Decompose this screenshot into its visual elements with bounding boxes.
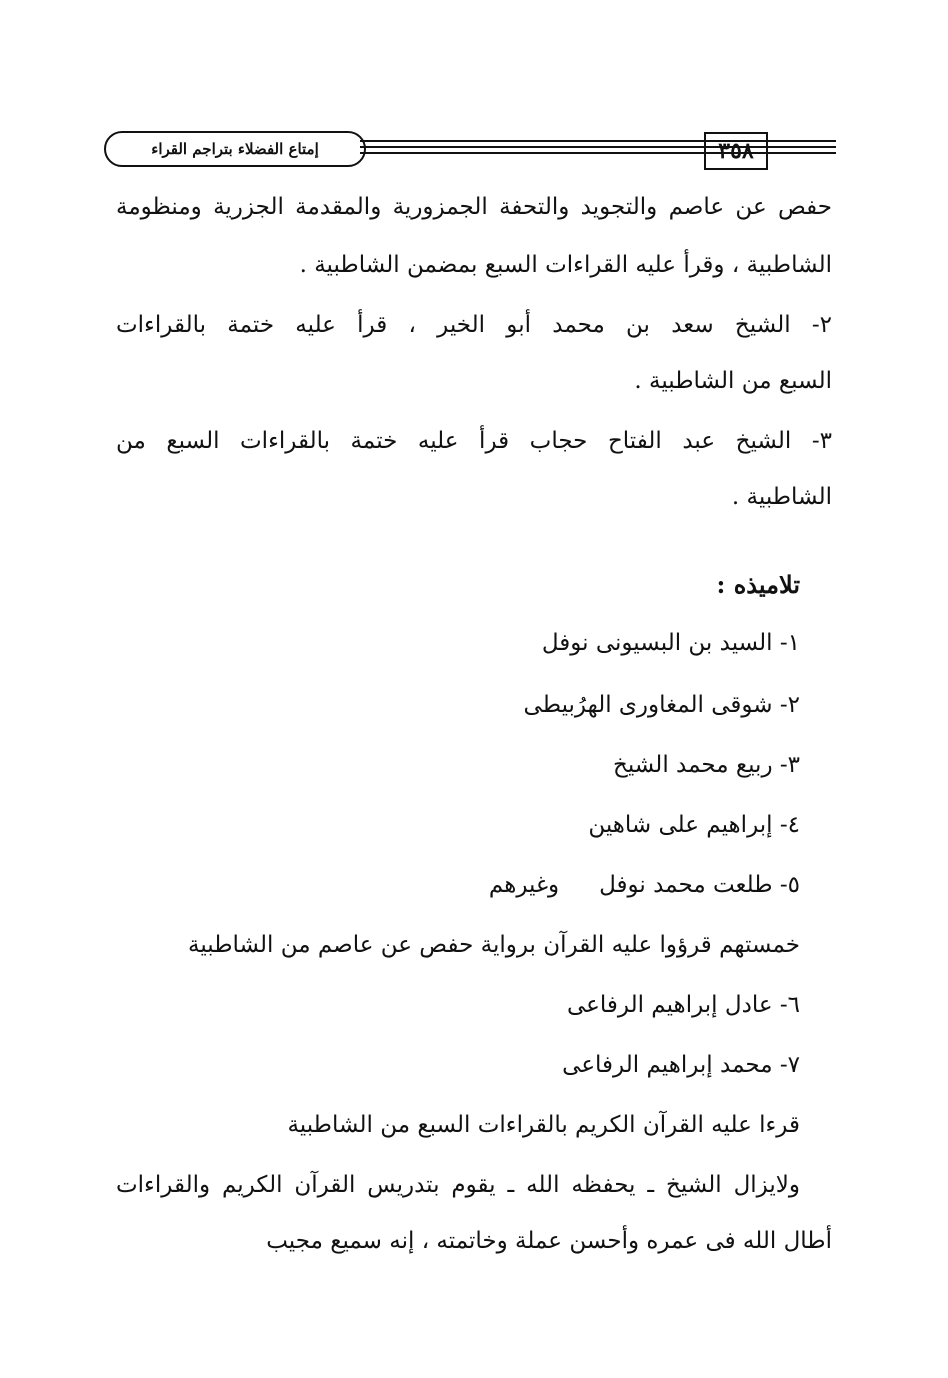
text-line: السبع من الشاطبية . [634,368,832,394]
others-note: وغيرهم [488,872,560,898]
student-item: ٢- شوقى المغاورى الهرُبيطى [523,692,800,718]
page-number: ٣٥٨ [704,132,768,170]
text-line: ٢- الشيخ سعد بن محمد أبو الخير ، قرأ عليه ختمة بالقراءات [116,312,832,338]
note-line: قرءا عليه القرآن الكريم بالقراءات السبع من الشاطبية [287,1112,800,1138]
student-name: ٥- طلعت محمد نوفل [599,872,800,898]
text-line: الشاطبية . [731,484,832,510]
student-item: ٦- عادل إبراهيم الرفاعى [567,992,800,1018]
text-line: حفص عن عاصم والتجويد والتحفة الجمزورية والمقدمة الجزرية ومنظومة [116,194,832,220]
text-line: ولايزال الشيخ ـ يحفظه الله ـ يقوم بتدريس القرآن الكريم والقراءات [116,1172,800,1198]
text-line: أطال الله فى عمره وأحسن عملة وخاتمته ، إنه سميع مجيب [266,1228,832,1254]
student-item [489,872,800,898]
student-item: ٧- محمد إبراهيم الرفاعى [562,1052,800,1078]
students-heading: تلاميذه : [716,570,800,599]
running-head-title: إمتاع الفضلاء بتراجم القراء [104,131,366,167]
text-line: ٣- الشيخ عبد الفتاح حجاب قرأ عليه ختمة بالقراءات السبع من [116,428,832,454]
student-item: ١- السيد بن البسيونى نوفل [541,630,800,656]
header-rule [760,152,836,154]
student-item: ٣- ربيع محمد الشيخ [613,752,800,778]
text-line: الشاطبية ، وقرأ عليه القراءات السبع بمضمن الشاطبية . [299,252,832,278]
header-rule [760,140,836,142]
header-rule [760,146,836,148]
student-item: ٤- إبراهيم على شاهين [588,812,800,838]
note-line: خمستهم قرؤوا عليه القرآن برواية حفص عن عاصم من الشاطبية [187,932,800,958]
